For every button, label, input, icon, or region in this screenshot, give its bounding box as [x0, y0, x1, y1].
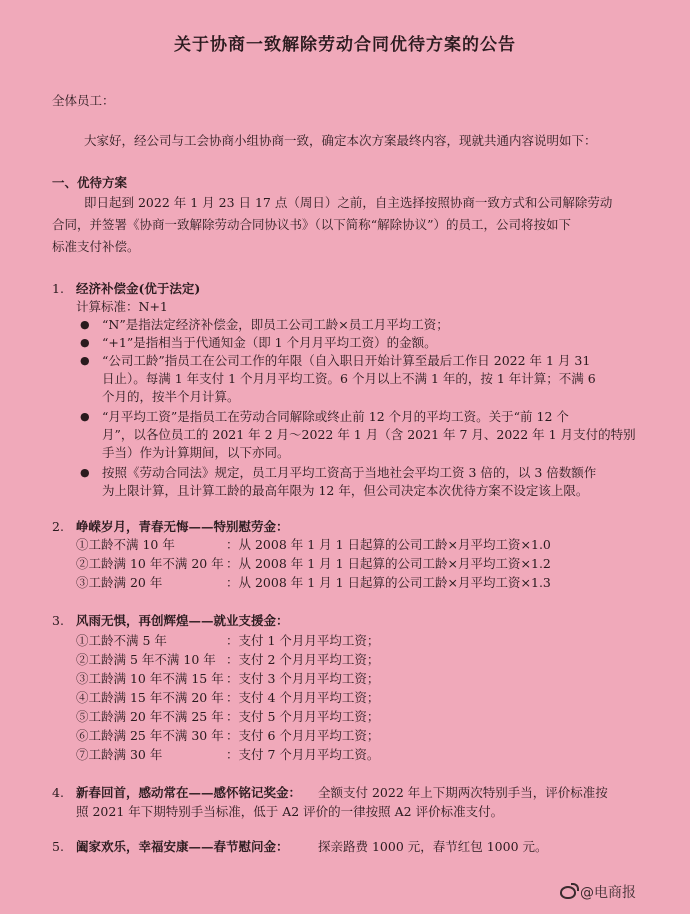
bullet-line: 个月的，按半个月计算。 [102, 389, 240, 404]
bullet-line: “月平均工资”是指员工在劳动合同解除或终止前 12 个月的平均工资。关于“前 12 个 [102, 409, 569, 424]
item4-heading: 新春回首，感动常在——感怀铭记奖金： [76, 785, 302, 800]
section1-heading: 一、优待方案 [52, 175, 128, 190]
item1-formula: 计算标准：N+1 [76, 299, 168, 314]
bullet-line: 按照《劳动合同法》规定，员工月平均工资高于当地社会平均工资 3 倍的，以 3 倍数额作 [102, 465, 597, 480]
item4-number: 4. [52, 785, 64, 800]
section1-line: 合同，并签署《协商一致解除劳动合同协议书》（以下简称“解除协议”）的员工，公司将按如下 [52, 217, 572, 232]
bullet-line: 手当）作为计算期间，以下亦同。 [102, 445, 290, 460]
item2-row-label: ①工龄不满 10 年 [76, 537, 175, 552]
item3-row-label: ③工龄满 10 年不满 15 年 [76, 671, 224, 686]
weibo-icon [560, 886, 576, 899]
bullet-line: 日止）。每满 1 年支付 1 个月月平均工资。6 个月以上不满 1 年的，按 1 年计算；不满 6 [102, 371, 596, 386]
item2-row-label: ②工龄满 10 年不满 20 年 [76, 556, 224, 571]
bullet-line: 月”，以各位员工的 2021 年 2 月～2022 年 1 月（含 2021 年 7 月、2022 年 1 月支付的特别 [102, 427, 636, 442]
item5-number: 5. [52, 839, 64, 854]
watermark-text: @电商报 [580, 885, 636, 901]
item3-row-label: ⑤工龄满 20 年不满 25 年 [76, 709, 224, 724]
item2-row-value: ：从 2008 年 1 月 1 日起算的公司工龄×月平均工资×1.3 [226, 575, 551, 590]
item2-number: 2. [52, 519, 64, 534]
bullet-icon: ● [80, 336, 90, 349]
item3-row-value: ：支付 1 个月月平均工资； [226, 633, 380, 648]
item2-heading: 峥嵘岁月，青春无悔——特别慰劳金： [76, 519, 289, 534]
item3-row-value: ：支付 5 个月月平均工资； [226, 709, 380, 724]
item3-row-label: ⑥工龄满 25 年不满 30 年 [76, 728, 224, 743]
item2-row-label: ③工龄满 20 年 [76, 575, 163, 590]
salutation: 全体员工： [52, 93, 115, 108]
item2-row-value: ：从 2008 年 1 月 1 日起算的公司工龄×月平均工资×1.2 [226, 556, 551, 571]
weibo-watermark [560, 882, 636, 902]
item3-row-label: ④工龄满 15 年不满 20 年 [76, 690, 224, 705]
bullet-line: 为上限计算，且计算工龄的最高年限为 12 年，但公司决定本次优待方案不设定该上限。 [102, 483, 589, 498]
item3-row-value: ：支付 6 个月月平均工资； [226, 728, 380, 743]
item3-row-value: ：支付 3 个月月平均工资； [226, 671, 380, 686]
section1-line: 即日起到 2022 年 1 月 23 日 17 点（周日）之前，自主选择按照协商一致方式和公司解除劳动 [84, 195, 613, 210]
item4-text: 全额支付 2022 年上下期两次特别手当，评价标准按 [318, 785, 608, 800]
bullet-line: “+1”是指相当于代通知金（即 1 个月月平均工资）的金额。 [102, 335, 437, 350]
bullet-icon: ● [80, 410, 90, 423]
item3-row-value: ：支付 4 个月月平均工资； [226, 690, 380, 705]
item3-row-value: ：支付 2 个月月平均工资； [226, 652, 380, 667]
item5-heading: 阖家欢乐，幸福安康——春节慰问金： [76, 839, 289, 854]
item3-row-label: ⑦工龄满 30 年 [76, 747, 163, 762]
bullet-icon: ● [80, 354, 90, 367]
bullet-icon: ● [80, 318, 90, 331]
item2-row-value: ：从 2008 年 1 月 1 日起算的公司工龄×月平均工资×1.0 [226, 537, 551, 552]
item3-row-label: ①工龄不满 5 年 [76, 633, 167, 648]
section1-line: 标准支付补偿。 [52, 239, 140, 254]
item1-heading: 经济补偿金(优于法定) [76, 281, 201, 296]
bullet-line: “N”是指法定经济补偿金，即员工公司工龄×员工月平均工资； [102, 317, 449, 332]
bullet-line: “公司工龄”指员工在公司工作的年限（自入职日开始计算至最后工作日 2022 年 1 月 31 [102, 353, 591, 368]
item3-heading: 风雨无惧，再创辉煌——就业支援金： [76, 613, 289, 628]
item5-text: 探亲路费 1000 元，春节红包 1000 元。 [318, 839, 548, 854]
item3-row-label: ②工龄满 5 年不满 10 年 [76, 652, 216, 667]
bullet-icon: ● [80, 466, 90, 479]
item4-text: 照 2021 年下期特别手当标准，低于 A2 评价的一律按照 A2 评价标准支付。 [76, 804, 504, 819]
intro-paragraph: 大家好，经公司与工会协商小组协商一致，确定本次方案最终内容，现就共通内容说明如下： [84, 133, 597, 148]
item3-number: 3. [52, 613, 64, 628]
item1-number: 1. [52, 281, 64, 296]
page-title: 关于协商一致解除劳动合同优待方案的公告 [174, 35, 516, 55]
item3-row-value: ：支付 7 个月月平均工资。 [226, 747, 380, 762]
